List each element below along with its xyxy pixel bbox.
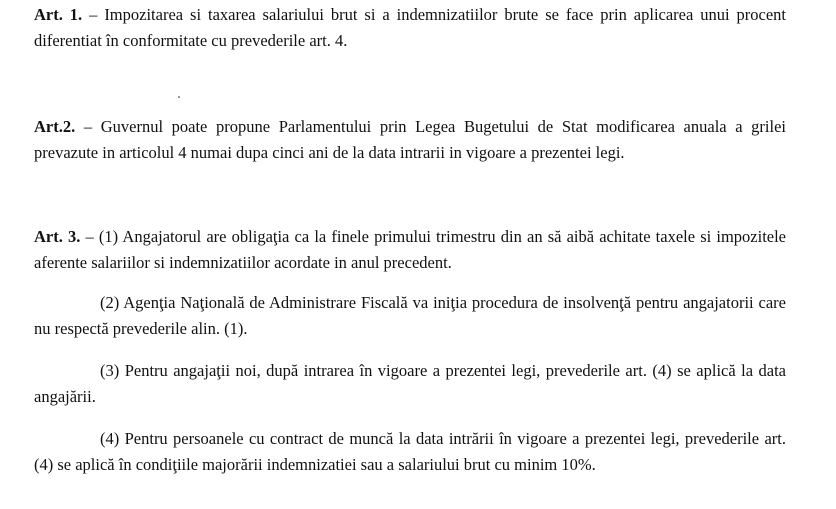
article-3-paragraph-2: (2) Agenţia Naţională de Administrare Fiscală va iniţia procedura de insolvenţă pentru angajatorii care nu respectă prevederile alin. (1).: [34, 293, 786, 338]
article-3: [34, 224, 786, 276]
article-3-label: Art. 3.: [34, 227, 81, 246]
article-2: [34, 114, 786, 166]
article-3-text: – (1) Angajatorul are obligaţia ca la finele primului trimestru din an să aibă achitate taxele si impozitele aferente salariilor si indemnizatiilor acordate in anul precedent.: [34, 227, 787, 272]
article-3-paragraph-3: (3) Pentru angajaţii noi, după intrarea în vigoare a prezentei legi, prevederile art. (4) se aplică la data angajării.: [34, 361, 786, 406]
article-2-text: – Guvernul poate propune Parlamentului prin Legea Bugetului de Stat modificarea anuala a grilei prevazute in articolul 4 numai dupa cinci ani de la data intrarii in vigoare a prezentei legi.: [34, 117, 786, 162]
article-3-paragraph-4: (4) Pentru persoanele cu contract de muncă la data intrării în vigoare a prezentei legi, prevederile art. (4) se aplică în condiţiile majorării indemnizatiei sau a salariului brut cu minim 10%.: [34, 429, 786, 474]
article-1-label: Art. 1.: [34, 5, 83, 24]
article-1: [34, 2, 786, 54]
scan-speck: [178, 96, 180, 98]
article-2-label: Art.2.: [34, 117, 76, 136]
article-1-text: – Impozitarea si taxarea salariului brut si a indemnizatiilor brute se face prin aplicarea unui procent diferentiat în conformitate cu prevederile art. 4.: [34, 5, 787, 50]
